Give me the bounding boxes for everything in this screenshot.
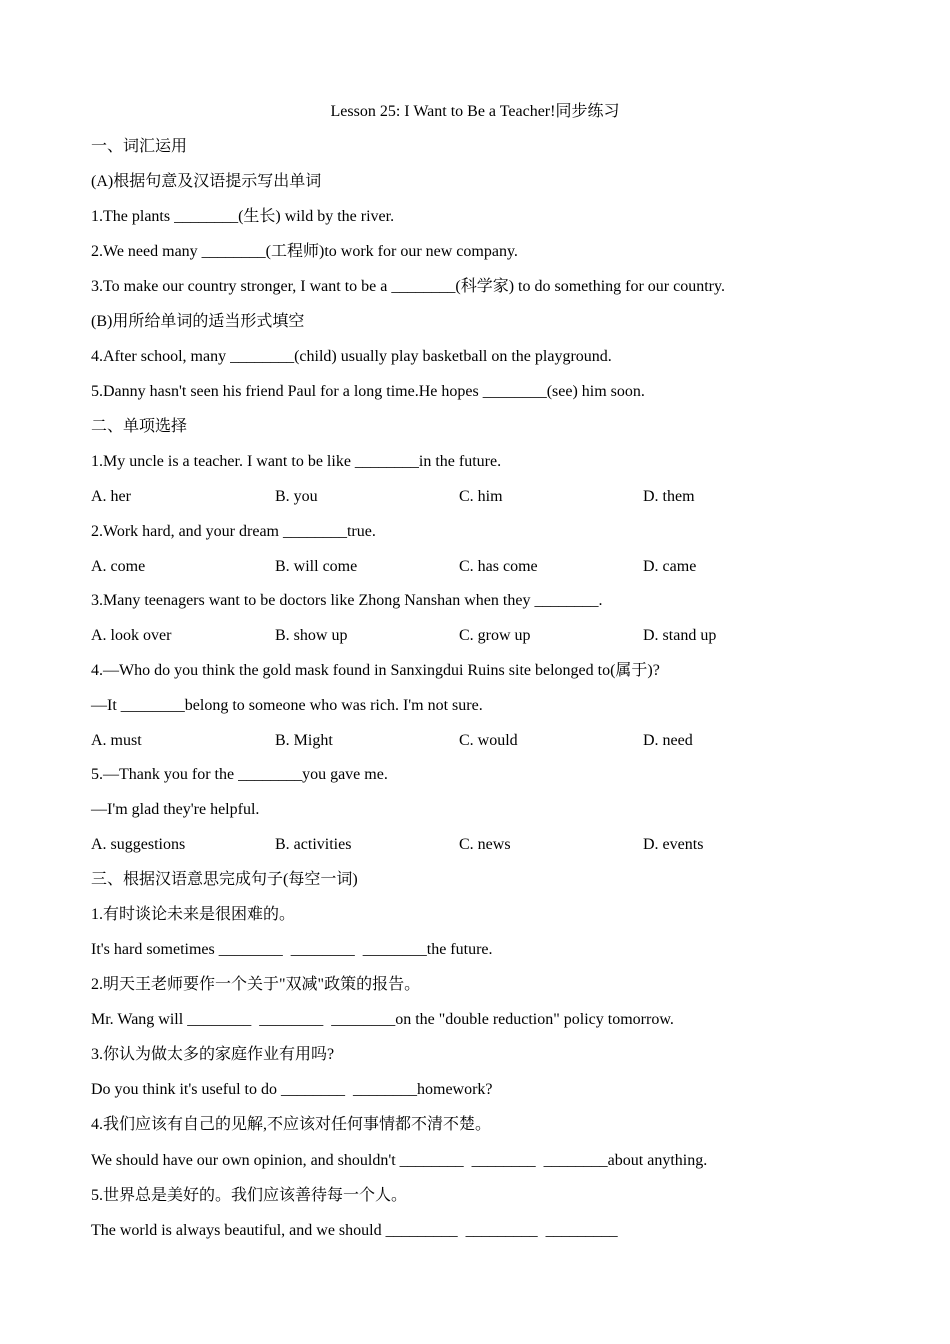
- translation-item-3-chinese: 3.你认为做太多的家庭作业有用吗?: [91, 1046, 335, 1063]
- mc-question-1-option-b: B. you: [275, 488, 318, 505]
- mc-question-5-option-a: A. suggestions: [91, 836, 186, 853]
- mc-question-1-option-a: A. her: [91, 488, 131, 505]
- translation-item-3-english: Do you think it's useful to do ________ ________homework?: [91, 1081, 493, 1098]
- mc-question-3-stem: 3.Many teenagers want to be doctors like Zhong Nanshan when they ________.: [91, 592, 603, 609]
- mc-question-5-stem-reply: —I'm glad they're helpful.: [91, 801, 260, 818]
- mc-question-2-stem: 2.Work hard, and your dream ________true.: [91, 523, 376, 540]
- translation-item-2-english: Mr. Wang will ________ ________ ________on the "double reduction" policy tomorrow.: [91, 1011, 674, 1028]
- mc-question-4-option-d: D. need: [643, 732, 693, 749]
- part-b-instruction: (B)用所给单词的适当形式填空: [91, 313, 305, 330]
- mc-question-2-option-b: B. will come: [275, 558, 358, 575]
- vocab-question-4: 4.After school, many ________(child) usually play basketball on the playground.: [91, 348, 612, 365]
- mc-question-1-stem: 1.My uncle is a teacher. I want to be like ________in the future.: [91, 453, 502, 470]
- mc-question-2-option-c: C. has come: [459, 558, 538, 575]
- section-heading-multiple-choice: 二、单项选择: [91, 418, 188, 435]
- translation-item-1-chinese: 1.有时谈论未来是很困难的。: [91, 906, 296, 923]
- mc-question-1-option-c: C. him: [459, 488, 503, 505]
- mc-question-2-option-a: A. come: [91, 558, 146, 575]
- page-title: Lesson 25: I Want to Be a Teacher!同步练习: [330, 103, 620, 120]
- translation-item-5-chinese: 5.世界总是美好的。我们应该善待每一个人。: [91, 1187, 408, 1204]
- mc-question-2-option-d: D. came: [643, 558, 697, 575]
- mc-question-4-stem-reply: —It ________belong to someone who was rich. I'm not sure.: [91, 697, 483, 714]
- mc-question-3-option-c: C. grow up: [459, 627, 531, 644]
- translation-item-4-english: We should have our own opinion, and shouldn't ________ ________ ________about anything.: [91, 1152, 708, 1169]
- vocab-question-2: 2.We need many ________(工程师)to work for our new company.: [91, 243, 518, 260]
- mc-question-1-option-d: D. them: [643, 488, 695, 505]
- mc-question-5-option-b: B. activities: [275, 836, 352, 853]
- mc-question-5-stem: 5.—Thank you for the ________you gave me.: [91, 766, 388, 783]
- mc-question-3-option-b: B. show up: [275, 627, 348, 644]
- mc-question-5-option-c: C. news: [459, 836, 511, 853]
- vocab-question-1: 1.The plants ________(生长) wild by the river.: [91, 208, 395, 225]
- mc-question-4-option-c: C. would: [459, 732, 518, 749]
- mc-question-4-stem: 4.—Who do you think the gold mask found in Sanxingdui Ruins site belonged to(属于)?: [91, 662, 660, 679]
- mc-question-5-option-d: D. events: [643, 836, 704, 853]
- vocab-question-3: 3.To make our country stronger, I want to be a ________(科学家) to do something for our country.: [91, 278, 725, 295]
- section-heading-vocabulary: 一、词汇运用: [91, 138, 188, 155]
- mc-question-4-option-b: B. Might: [275, 732, 333, 749]
- section-heading-translation: 三、根据汉语意思完成句子(每空一词): [91, 871, 358, 888]
- mc-question-3-option-d: D. stand up: [643, 627, 717, 644]
- mc-question-3-option-a: A. look over: [91, 627, 172, 644]
- part-a-instruction: (A)根据句意及汉语提示写出单词: [91, 173, 322, 190]
- translation-item-1-english: It's hard sometimes ________ ________ ________the future.: [91, 941, 493, 958]
- vocab-question-5: 5.Danny hasn't seen his friend Paul for a long time.He hopes ________(see) him soon.: [91, 383, 645, 400]
- translation-item-4-chinese: 4.我们应该有自己的见解,不应该对任何事情都不清不楚。: [91, 1116, 492, 1133]
- translation-item-5-english: The world is always beautiful, and we should _________ _________ _________: [91, 1222, 618, 1239]
- mc-question-4-option-a: A. must: [91, 732, 142, 749]
- translation-item-2-chinese: 2.明天王老师要作一个关于"双减"政策的报告。: [91, 976, 421, 993]
